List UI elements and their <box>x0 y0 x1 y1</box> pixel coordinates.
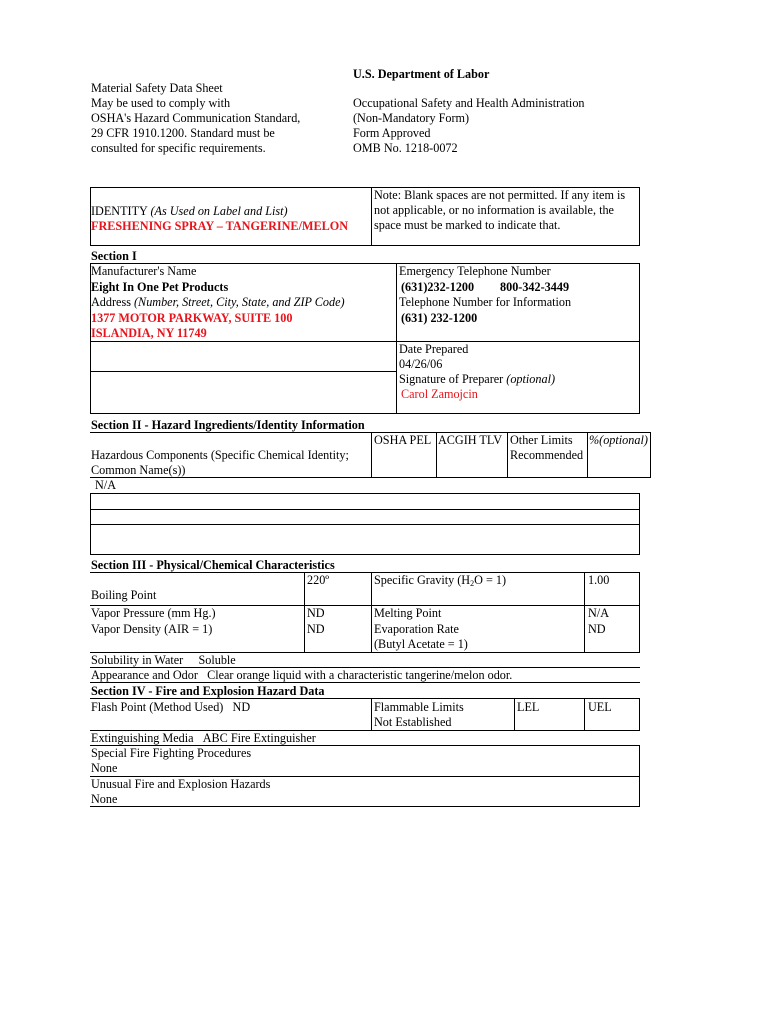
header-right-line-2: (Non-Mandatory Form) <box>353 111 470 125</box>
note-line-2: not applicable, or no information is available, the <box>374 203 614 217</box>
solubility-row: Solubility in Water Soluble <box>91 653 236 667</box>
header-left-line-1: Material Safety Data Sheet <box>91 81 223 95</box>
info-phone: (631) 232-1200 <box>401 311 478 325</box>
emergency-phone-label: Emergency Telephone Number <box>399 264 551 278</box>
address-line-2: ISLANDIA, NY 11749 <box>91 326 207 340</box>
section-2-title: Section II - Hazard Ingredients/Identity Information <box>91 418 365 432</box>
manufacturer-name: Eight In One Pet Products <box>91 280 229 294</box>
melting-point-label: Melting Point <box>374 606 442 620</box>
extinguishing-media-row: Extinguishing Media ABC Fire Extinguisher <box>91 731 316 745</box>
col-other-limits: Other Limits <box>510 433 573 447</box>
unusual-hazards-value: None <box>91 792 118 806</box>
date-prepared: 04/26/06 <box>399 357 443 371</box>
emergency-phone-1: (631)232-1200 <box>401 280 475 294</box>
address-label: Address (Number, Street, City, State, and ZIP Code) <box>91 295 345 309</box>
header-left-line-3: OSHA's Hazard Communication Standard, <box>91 111 301 125</box>
manufacturer-label: Manufacturer's Name <box>91 264 197 278</box>
evaporation-rate-label-2: (Butyl Acetate = 1) <box>374 637 468 651</box>
vapor-density-label: Vapor Density (AIR = 1) <box>91 622 213 636</box>
unusual-hazards-label: Unusual Fire and Explosion Hazards <box>91 777 271 791</box>
section-1-title: Section I <box>91 249 137 263</box>
identity-value: FRESHENING SPRAY – TANGERINE/MELON <box>91 219 348 233</box>
lel-label: LEL <box>517 700 540 714</box>
components-value: N/A <box>95 478 116 492</box>
department-title: U.S. Department of Labor <box>353 67 490 81</box>
address-line-1: 1377 MOTOR PARKWAY, SUITE 100 <box>91 311 293 325</box>
section-3-title: Section III - Physical/Chemical Characteristics <box>91 558 335 572</box>
components-label-line-2: Common Name(s)) <box>91 463 186 477</box>
signature-label: Signature of Preparer (optional) <box>399 372 556 386</box>
appearance-row: Appearance and Odor Clear orange liquid with a characteristic tangerine/melon odor. <box>91 668 513 682</box>
boiling-point-value: 220º <box>307 573 330 587</box>
header-left-line-5: consulted for specific requirements. <box>91 141 266 155</box>
emergency-phone-2: 800-342-3449 <box>500 280 570 294</box>
header-right-line-1: Occupational Safety and Health Administration <box>353 96 585 110</box>
col-osha-pel: OSHA PEL <box>374 433 432 447</box>
signature: Carol Zamojcin <box>401 387 478 401</box>
note-line-3: space must be marked to indicate that. <box>374 218 561 232</box>
identity-label: IDENTITY (As Used on Label and List) <box>91 204 288 218</box>
special-procedures-label: Special Fire Fighting Procedures <box>91 746 252 760</box>
vapor-pressure-value: ND <box>307 606 325 620</box>
section-4-title: Section IV - Fire and Explosion Hazard Data <box>91 684 325 698</box>
header-right-line-3: Form Approved <box>353 126 431 140</box>
specific-gravity-value: 1.00 <box>588 573 610 587</box>
melting-point-value: N/A <box>588 606 609 620</box>
header-left-line-4: 29 CFR 1910.1200. Standard must be <box>91 126 275 140</box>
boiling-point-label: Boiling Point <box>91 588 157 602</box>
components-label-line-1: Hazardous Components (Specific Chemical Identity; <box>91 448 349 462</box>
vapor-density-value: ND <box>307 622 325 636</box>
header-left-line-2: May be used to comply with <box>91 96 231 110</box>
col-recommended: Recommended <box>510 448 584 462</box>
flammable-limits-value: Not Established <box>374 715 452 729</box>
header-right-line-4: OMB No. 1218-0072 <box>353 141 458 155</box>
evaporation-rate-value: ND <box>588 622 606 636</box>
uel-label: UEL <box>588 700 612 714</box>
vapor-pressure-label: Vapor Pressure (mm Hg.) <box>91 606 216 620</box>
flash-point-row: Flash Point (Method Used) ND <box>91 700 251 714</box>
note-line-1: Note: Blank spaces are not permitted. If any item is <box>374 188 626 202</box>
col-percent: %(optional) <box>589 433 648 447</box>
info-phone-label: Telephone Number for Information <box>399 295 572 309</box>
col-acgih-tlv: ACGIH TLV <box>438 433 502 447</box>
special-procedures-value: None <box>91 761 118 775</box>
flammable-limits-label: Flammable Limits <box>374 700 464 714</box>
evaporation-rate-label: Evaporation Rate <box>374 622 459 636</box>
date-prepared-label: Date Prepared <box>399 342 469 356</box>
specific-gravity-label: Specific Gravity $(H_2O = 1)$ <box>374 573 507 588</box>
